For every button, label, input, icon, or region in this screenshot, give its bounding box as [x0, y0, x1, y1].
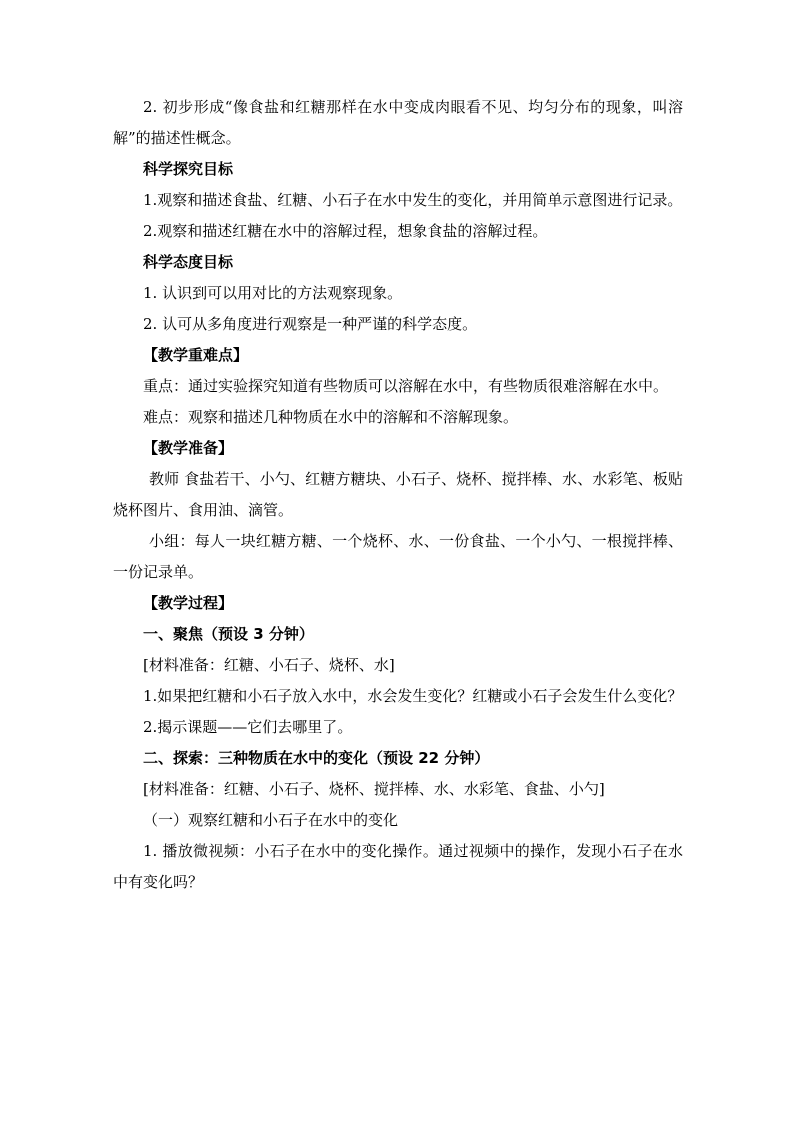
- paragraph-explore-materials: [材料准备：红糖、小石子、烧杯、搅拌棒、水、水彩笔、食盐、小勺]: [143, 780, 605, 798]
- paragraph-teacher-materials: 教师 食盐若干、小勺、红糖方糖块、小石子、烧杯、搅拌棒、水、水彩笔、板贴烧杯图片、食用油、滴管。: [113, 470, 683, 519]
- heading-explore: 二、探索：三种物质在水中的变化（预设 22 分钟）: [143, 749, 490, 767]
- heading-attitude-goals: 科学态度目标: [143, 253, 234, 271]
- paragraph-inquiry-1: 1.观察和描述食盐、红糖、小石子在水中发生的变化，并用简单示意图进行记录。: [143, 191, 683, 209]
- paragraph-attitude-2: 2. 认可从多角度进行观察是一种严谨的科学态度。: [143, 315, 478, 333]
- paragraph-observe-heading: （一）观察红糖和小石子在水中的变化: [143, 811, 399, 829]
- paragraph-key-point: 重点：通过实验探究知道有些物质可以溶解在水中，有些物质很难溶解在水中。: [143, 377, 669, 395]
- paragraph-focus-materials: [材料准备：红糖、小石子、烧杯、水]: [143, 656, 395, 674]
- paragraph-focus-question: 1.如果把红糖和小石子放入水中，水会发生变化？红糖或小石子会发生什么变化？: [143, 687, 683, 705]
- paragraph-difficulty: 难点：观察和描述几种物质在水中的溶解和不溶解现象。: [143, 408, 519, 426]
- heading-inquiry-goals: 科学探究目标: [143, 160, 234, 178]
- heading-process: 【教学过程】: [143, 594, 234, 612]
- heading-key-points: 【教学重难点】: [143, 346, 249, 364]
- paragraph-group-materials: 小组：每人一块红糖方糖、一个烧杯、水、一份食盐、一个小勺、一根搅拌棒、一份记录单。: [113, 532, 683, 581]
- paragraph-inquiry-2: 2.观察和描述红糖在水中的溶解过程，想象食盐的溶解过程。: [143, 222, 548, 240]
- paragraph-reveal-topic: 2.揭示课题——它们去哪里了。: [143, 718, 353, 736]
- document-body: [113, 92, 683, 898]
- paragraph-attitude-1: 1. 认识到可以用对比的方法观察现象。: [143, 284, 403, 302]
- paragraph-concept: 2. 初步形成“像食盐和红糖那样在水中变成肉眼看不见、均匀分布的现象，叫溶解”的描述性概念。: [113, 98, 683, 147]
- heading-focus: 一、聚焦（预设 3 分钟）: [143, 625, 314, 643]
- heading-preparation: 【教学准备】: [143, 439, 234, 457]
- paragraph-video-step: 1. 播放微视频：小石子在水中的变化操作。通过视频中的操作，发现小石子在水中有变化吗？: [113, 842, 683, 891]
